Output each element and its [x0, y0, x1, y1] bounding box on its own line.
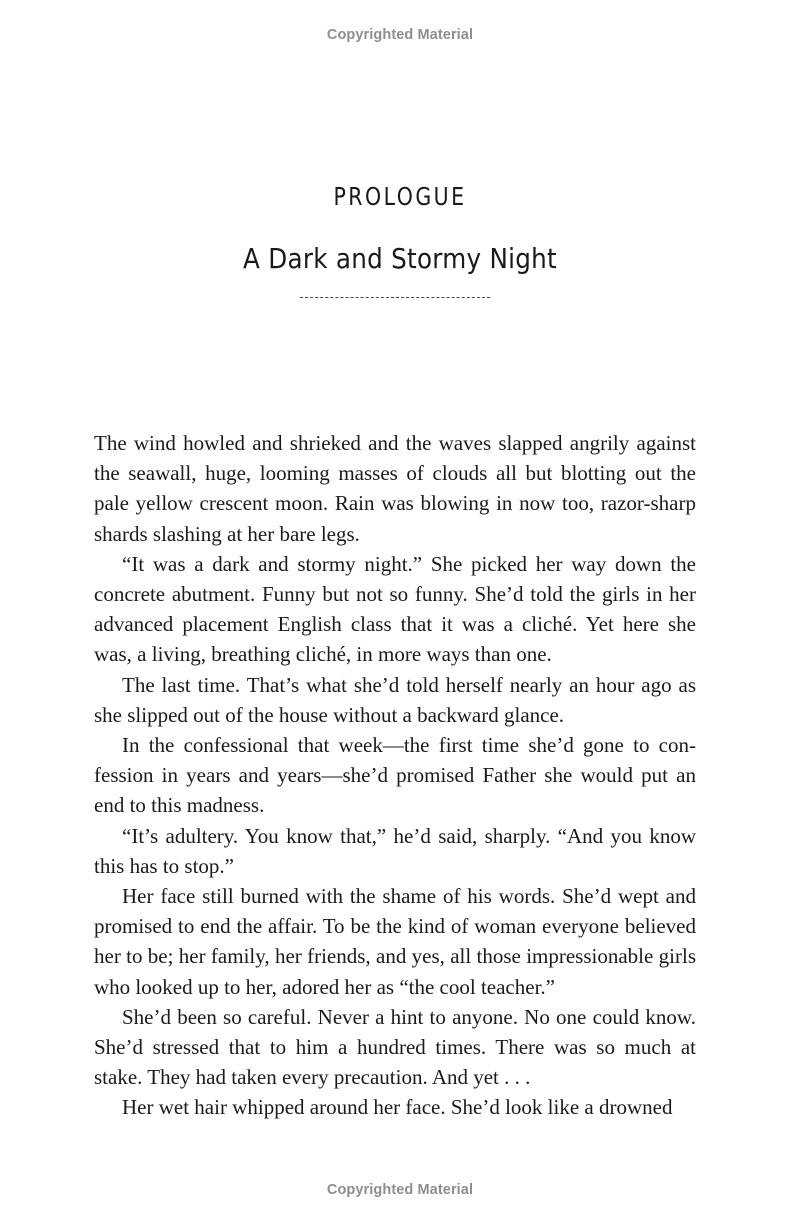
- body-text: [94, 428, 696, 1123]
- title-divider: [300, 297, 490, 298]
- paragraph-4: In the confessional that week—the first time she’d gone to confession in years and years—she’d promised Father she would put an end to this madness.: [94, 733, 696, 818]
- chapter-title: A Dark and Stormy Night: [243, 242, 557, 275]
- paragraph-1: The wind howled and shrieked and the waves slapped angrily against the seawall, huge, looming masses of clouds all but blotting out the pale yellow crescent moon. Rain was blowing in now too, razor-sharp shards slashing at her bare legs.: [94, 431, 696, 546]
- paragraph-5: “It’s adultery. You know that,” he’d said, sharply. “And you know this has to stop.”: [94, 823, 696, 878]
- paragraph-6: Her face still burned with the shame of his words. She’d wept and promised to end the affair. To be the kind of woman everyone believed her to be; her family, her friends, and yes, all those impressionable girls who looked up to her, adored her as “the cool teacher.”: [94, 884, 696, 999]
- chapter-label: PROLOGUE: [333, 182, 467, 211]
- watermark-bottom: Copyrighted Material: [326, 1182, 474, 1198]
- paragraph-7: She’d been so careful. Never a hint to anyone. No one could know. She’d stressed that to him a hundred times. There was so much at stake. They had taken every precaution. And yet . . .: [94, 1004, 696, 1090]
- paragraph-2: “It was a dark and stormy night.” She picked her way down the concrete abutment. Funny but not so funny. She’d told the girls in her advanced placement English class that it was a cliché. Yet here she was, a living, breathing cliché, in more ways than one.: [94, 551, 696, 667]
- watermark-top: Copyrighted Material: [326, 27, 474, 43]
- paragraph-3: The last time. That’s what she’d told herself nearly an hour ago as she slipped out of the house without a backward glance.: [94, 672, 696, 727]
- paragraph-8: Her wet hair whipped around her face. She’d look like a drowned: [122, 1095, 673, 1120]
